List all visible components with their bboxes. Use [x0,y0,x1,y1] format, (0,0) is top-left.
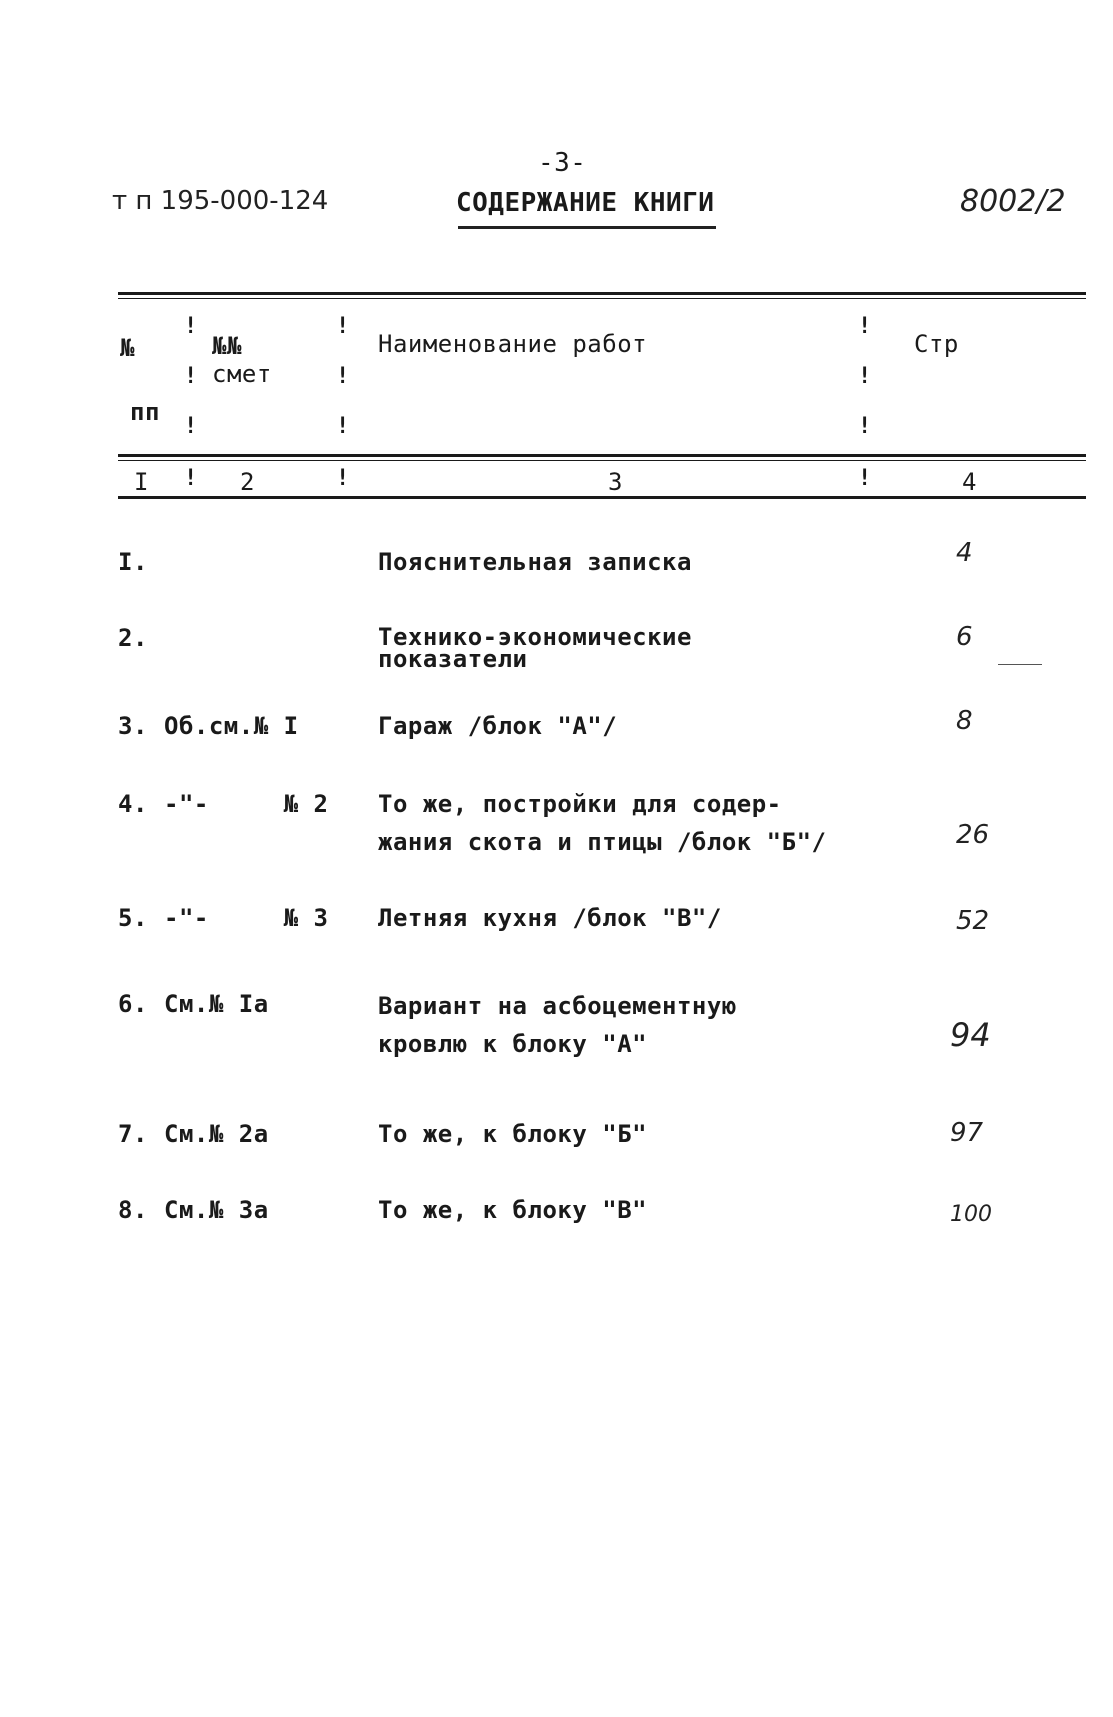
row-4-number: 4. [118,790,148,818]
row-8-estimate: См.№ 3а [164,1196,269,1224]
row-2-name-line1: Технико-экономические [378,623,692,651]
column-number-2: 2 [240,468,255,496]
header-col2-line2: смет [212,360,272,388]
row-3-estimate: Об.см.№ I [164,712,299,740]
column-number-separator: ! [184,466,198,491]
column-number-rule [118,496,1086,499]
table-top-rule [118,292,1086,295]
row-2-number: 2. [118,624,148,652]
row-4-page: 26 [956,820,990,850]
header-col3: Наименование работ [378,330,648,358]
row-5-number: 5. [118,904,148,932]
table-top-rule-thin [118,298,1086,299]
header-separator: ! [184,314,198,339]
header-bottom-rule [118,454,1086,457]
column-number-1: I [134,468,149,496]
row-3-page: 8 [956,706,973,736]
header-separator: ! [336,314,350,339]
row-8-number: 8. [118,1196,148,1224]
row-8-name: То же, к блоку "В" [378,1196,648,1224]
header-col1-line2: пп [130,398,160,426]
row-7-estimate: См.№ 2а [164,1120,269,1148]
header-separator: ! [858,414,872,439]
header-col1-line1: № [120,334,135,362]
row-4-estimate: -"- № 2 [164,790,329,818]
row-1-page: 4 [956,538,973,568]
row-3-name: Гараж /блок "А"/ [378,712,618,740]
row-1-name: Пояснительная записка [378,548,692,576]
row-6-page: 94 [950,1016,991,1054]
row-5-estimate: -"- № 3 [164,904,329,932]
header-separator: ! [336,364,350,389]
document-code: т п 195-000-124 [112,186,329,216]
row-5-name: Летняя кухня /блок "В"/ [378,904,722,932]
row-7-name: То же, к блоку "Б" [378,1120,648,1148]
header-separator: ! [184,414,198,439]
sheet-code: 8002/2 [960,184,1066,219]
column-number-3: 3 [608,468,623,496]
row-3-number: 3. [118,712,148,740]
header-separator: ! [858,314,872,339]
row-6-name-line2: кровлю к блоку "А" [378,1030,648,1058]
row-6-estimate: См.№ Iа [164,990,269,1018]
page-title: СОДЕРЖАНИЕ КНИГИ [456,188,715,218]
column-number-4: 4 [962,468,977,496]
page-number-marker: -3- [538,148,587,178]
row-5-page: 52 [956,906,990,936]
row-7-page: 97 [950,1118,984,1148]
header-separator: ! [336,414,350,439]
header-col2-line1: №№ [212,332,242,360]
row-6-name-line1: Вариант на асбоцементную [378,992,737,1020]
row-4-name-line1: То же, постройки для содер- [378,790,782,818]
row-2-name-line2: показатели [378,645,528,673]
header-bottom-rule-thin [118,460,1086,461]
stray-mark [998,664,1042,665]
title-underline [458,226,716,229]
row-4-name-line2: жания скота и птицы /блок "Б"/ [378,828,827,856]
row-8-page: 100 [950,1202,992,1227]
row-1-number: I. [118,548,148,576]
header-separator: ! [184,364,198,389]
column-number-separator: ! [336,466,350,491]
row-2-page: 6 [956,622,973,652]
header-separator: ! [858,364,872,389]
header-col4: Стр [914,330,959,358]
column-number-separator: ! [858,466,872,491]
row-6-number: 6. [118,990,148,1018]
row-7-number: 7. [118,1120,148,1148]
